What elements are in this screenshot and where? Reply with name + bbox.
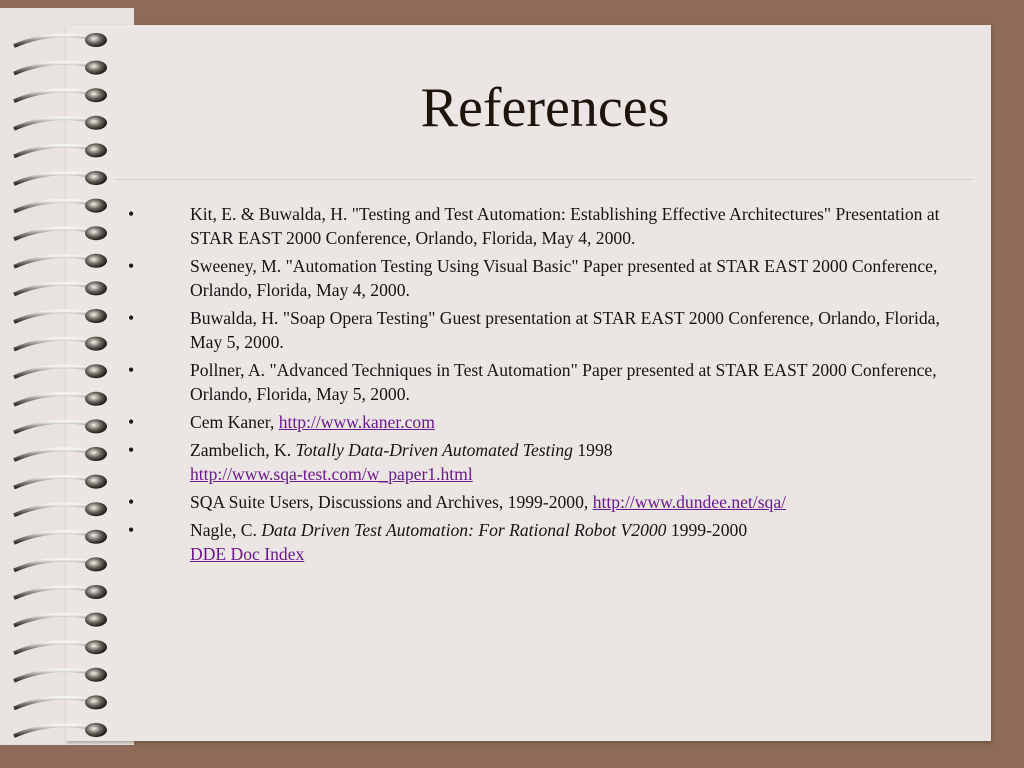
spiral-ring: [85, 171, 107, 185]
spiral-coil: [14, 311, 92, 322]
slide-title: References: [420, 77, 670, 139]
spiral-ring: [85, 33, 107, 47]
spiral-ring: [85, 613, 107, 627]
reference-item: [128, 410, 958, 434]
reference-title: Data Driven Test Automation: For Rational Robot V2000: [261, 520, 667, 540]
spiral-coil: [14, 339, 92, 350]
reference-link[interactable]: DDE Doc Index: [190, 544, 305, 564]
spiral-coil: [14, 63, 92, 74]
spiral-coil: [14, 670, 92, 681]
spiral-coil: [14, 698, 92, 709]
reference-item: [128, 358, 958, 406]
spiral-ring: [85, 254, 107, 268]
reference-item: [128, 202, 958, 250]
spiral-coil: [14, 449, 92, 460]
spiral-coil: [14, 284, 92, 295]
reference-year: 1999-2000: [666, 520, 748, 540]
spiral-coil: [14, 505, 92, 516]
reference-text: Buwalda, H. "Soap Opera Testing" Guest presentation at STAR EAST 2000 Conference, Orlando, Florida, May 5, 2000.: [190, 308, 940, 352]
reference-text: Nagle, C.: [190, 520, 262, 540]
spiral-ring: [85, 281, 107, 295]
spiral-coil: [14, 532, 92, 543]
spiral-coil: [14, 643, 92, 654]
spiral-ring: [85, 723, 107, 737]
spiral-ring: [85, 199, 107, 213]
spiral-ring: [85, 668, 107, 682]
bullet-marker: •: [128, 256, 135, 276]
spiral-coil: [14, 173, 92, 184]
spiral-ring: [85, 364, 107, 378]
spiral-ring: [85, 226, 107, 240]
spiral-coil: [14, 367, 92, 378]
spiral-ring: [85, 143, 107, 157]
spiral-ring: [85, 61, 107, 75]
spiral-coil: [14, 146, 92, 157]
reference-item: [128, 518, 958, 566]
title-divider: [114, 179, 974, 180]
spiral-ring: [85, 557, 107, 571]
bullet-marker: •: [128, 492, 135, 512]
spiral-ring: [85, 695, 107, 709]
bullet-marker: •: [128, 440, 135, 460]
bullet-marker: •: [128, 308, 135, 328]
spiral-ring: [85, 530, 107, 544]
reference-item: [128, 490, 958, 514]
reference-text: Pollner, A. "Advanced Techniques in Test Automation" Paper presented at STAR EAST 2000 Conference, Orlando, Florida, May 5, 2000.: [190, 360, 937, 404]
reference-text: Zambelich, K.: [190, 440, 296, 460]
spiral-ring: [85, 419, 107, 433]
spiral-coil: [14, 477, 92, 488]
spiral-ring: [85, 640, 107, 654]
spiral-ring: [85, 585, 107, 599]
spiral-coil: [14, 725, 92, 736]
spiral-ring: [85, 475, 107, 489]
spiral-ring: [85, 502, 107, 516]
spiral-coil: [14, 587, 92, 598]
reference-text: SQA Suite Users, Discussions and Archives, 1999-2000,: [190, 492, 593, 512]
bullet-marker: •: [128, 520, 135, 540]
spiral-coil: [14, 229, 92, 240]
spiral-coil: [14, 256, 92, 267]
reference-item: [128, 254, 958, 302]
spiral-ring: [85, 447, 107, 461]
spiral-coil: [14, 560, 92, 571]
reference-list: [128, 202, 958, 570]
bullet-marker: •: [128, 360, 135, 380]
spiral-ring: [85, 309, 107, 323]
reference-text: Cem Kaner,: [190, 412, 279, 432]
reference-link[interactable]: http://www.sqa-test.com/w_paper1.html: [190, 464, 473, 484]
spiral-coil: [14, 422, 92, 433]
spiral-coil: [14, 201, 92, 212]
spiral-coil: [14, 394, 92, 405]
reference-year: 1998: [572, 440, 613, 460]
reference-title: Totally Data-Driven Automated Testing: [295, 440, 573, 460]
spiral-coil: [14, 35, 92, 46]
reference-text: Kit, E. & Buwalda, H. "Testing and Test Automation: Establishing Effective Architectures" Presentation at STAR EAST 2000 Conference, Orlando, Florida, May 4, 2000.: [190, 204, 940, 248]
reference-item: [128, 438, 958, 486]
reference-link[interactable]: http://www.kaner.com: [278, 412, 435, 432]
reference-item: [128, 306, 958, 354]
reference-text: Sweeney, M. "Automation Testing Using Visual Basic" Paper presented at STAR EAST 2000 Conference, Orlando, Florida, May 4, 2000.: [190, 256, 938, 300]
bullet-marker: •: [128, 204, 135, 224]
spiral-ring: [85, 337, 107, 351]
reference-link[interactable]: http://www.dundee.net/sqa/: [592, 492, 787, 512]
spiral-coil: [14, 615, 92, 626]
bullet-marker: •: [128, 412, 135, 432]
spiral-ring: [85, 392, 107, 406]
